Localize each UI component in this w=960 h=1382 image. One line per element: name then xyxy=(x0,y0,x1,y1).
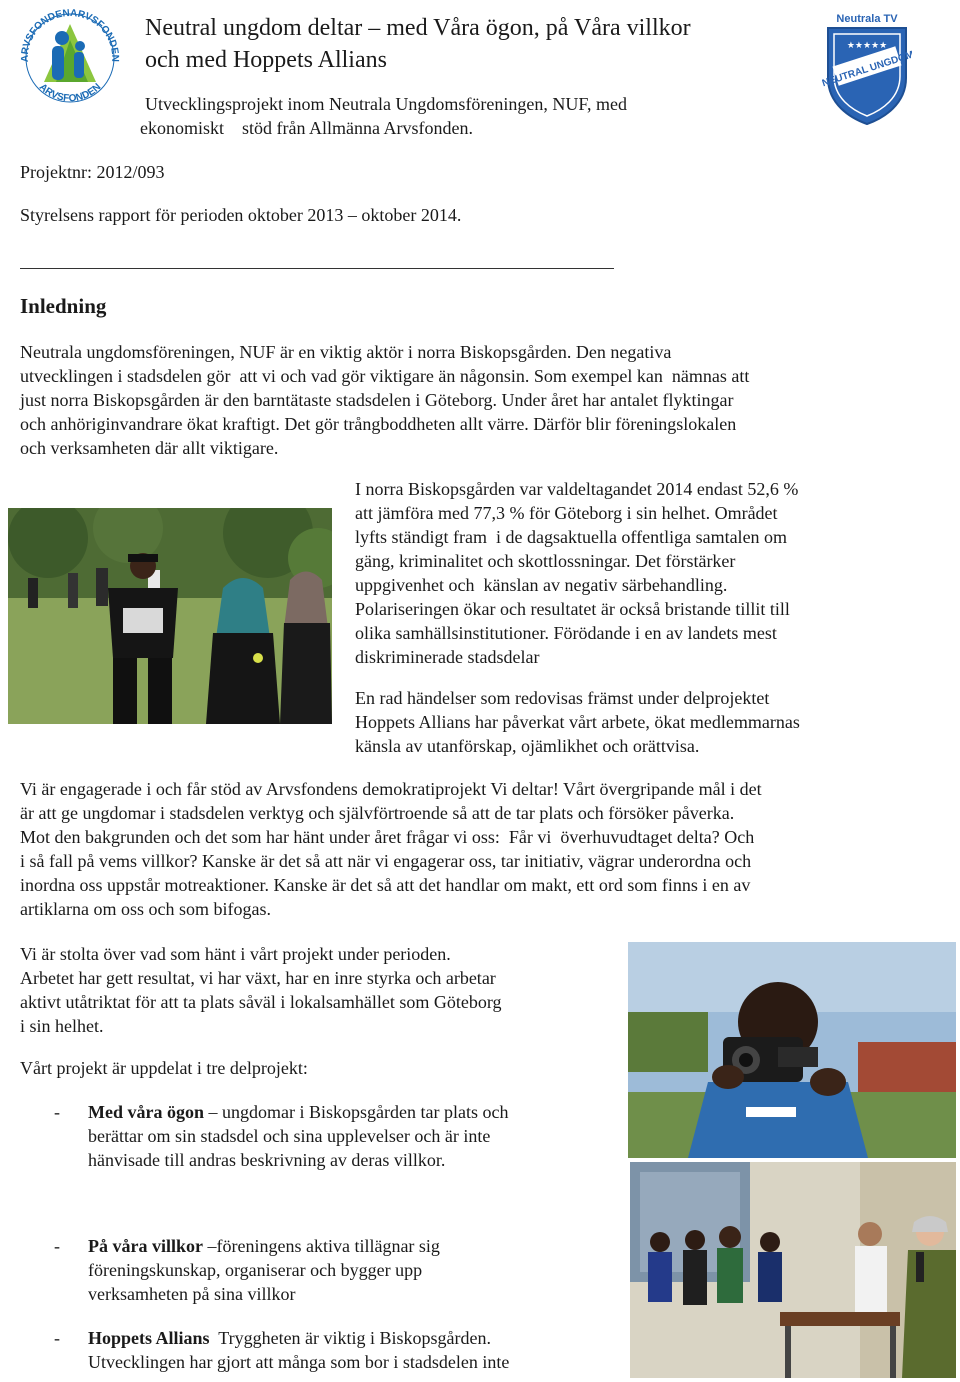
intro-line: och verksamheten där allt viktigare. xyxy=(20,438,279,458)
photo-video-camera xyxy=(628,942,956,1158)
title-line-2: och med Hoppets Allians xyxy=(145,47,387,73)
header-divider xyxy=(20,268,614,269)
subproject-text: – ungdomar i Biskopsgården tar plats och xyxy=(204,1102,509,1122)
side-line: diskriminerade stadsdelar xyxy=(355,647,540,667)
list-dash: - xyxy=(54,1102,60,1122)
logo-bottom-text: ARVSFONDEN xyxy=(36,81,104,105)
report-period: Styrelsens rapport för perioden oktober 2013 – oktober 2014. xyxy=(20,205,462,225)
side-line: uppgivenhet och känslan av negativ särbehandling. xyxy=(355,575,728,595)
subproject-title: Hoppets Allians xyxy=(88,1328,210,1348)
body-line: i sin helhet. xyxy=(20,1016,104,1036)
section-heading-inledning: Inledning xyxy=(20,294,107,318)
subproject-title: Med våra ögon xyxy=(88,1102,204,1122)
side-line: gäng, kriminalitet och skottlossningar. Det förstärker xyxy=(355,551,736,571)
logo-left-text: ARVSFONDEN xyxy=(19,7,71,63)
body-line: inordna oss uppstår motreaktioner. Kanske är det så att det handlar om makt, ett ord som finns i en av xyxy=(20,875,751,895)
body-line: Vi är engagerade i och får stöd av Arvsfondens demokratiprojekt Vi deltar! Vårt övergripande mål i det xyxy=(20,779,762,799)
intro-line: just norra Biskopsgården är den barntätaste stadsdelen i Göteborg. Under året har antalet flyktingar xyxy=(20,390,734,410)
body-line: Vi är stolta över vad som hänt i vårt projekt under perioden. xyxy=(20,944,451,964)
side-paragraph-2 xyxy=(355,686,800,758)
body-paragraph-proud xyxy=(20,942,502,1038)
body-paragraph-engagement xyxy=(20,777,762,921)
body-paragraph-subprojects-intro: Vårt projekt är uppdelat i tre delprojekt: xyxy=(20,1058,308,1078)
side-line: lyfts ständigt fram i de dagsaktuella offentliga samtalen om xyxy=(355,527,788,547)
body-line: aktivt utåtriktat för att ta plats såväl i lokalsamhället som Göteborg xyxy=(20,992,502,1012)
document-title xyxy=(145,12,691,76)
subproject-line: Utvecklingen har gjort att många som bor i stadsdelen inte xyxy=(88,1352,510,1372)
svg-text:★★★★★: ★★★★★ xyxy=(846,41,888,51)
subproject-line: hänvisade till andras beskrivning av deras villkor. xyxy=(88,1150,446,1170)
logo-right-text: ARVSFONDEN xyxy=(69,7,121,62)
body-line: Mot den bakgrunden och det som har hänt under året frågar vi oss: Får vi överhuvudtaget delta? Och xyxy=(20,827,755,847)
project-number: Projektnr: 2012/093 xyxy=(20,162,165,182)
subtitle-line-2: ekonomiskt stöd från Allmänna Arvsfonden. xyxy=(140,118,473,138)
logo-shield-text: NEUTRAL UNGDOM xyxy=(822,49,912,90)
subproject-text: –föreningens aktiva tillägnar sig xyxy=(203,1236,440,1256)
list-dash: - xyxy=(54,1236,60,1256)
list-dash: - xyxy=(54,1328,60,1348)
subproject-line xyxy=(88,1100,508,1124)
side-line: En rad händelser som redovisas främst under delprojektet xyxy=(355,688,770,708)
side-line: att jämföra med 77,3 % för Göteborg i sin helhet. Området xyxy=(355,503,778,523)
arvsfonden-logo xyxy=(14,2,126,114)
title-line-1: Neutral ungdom deltar – med Våra ögon, på Våra villkor xyxy=(145,15,691,41)
intro-line: utvecklingen i stadsdelen gör att vi och vad gör viktigare än någonsin. Som exempel kan nämnas att xyxy=(20,366,750,386)
subproject-line: föreningskunskap, organiserar och bygger upp xyxy=(88,1260,423,1280)
side-line: I norra Biskopsgården var valdeltagandet 2014 endast 52,6 % xyxy=(355,479,799,499)
body-line: är att ge ungdomar i stadsdelen verktyg och självförtroende så att de tar plats och försöker påverka. xyxy=(20,803,735,823)
intro-line: och anhöriginvandrare ökat kraftigt. Det gör trångboddheten allt värre. Därför blir föreningslokalen xyxy=(20,414,737,434)
subproject-line xyxy=(88,1234,440,1258)
intro-paragraph xyxy=(20,340,749,460)
logo-caption: Neutrala TV xyxy=(836,13,898,25)
photo-youth-outdoors xyxy=(8,508,332,724)
side-line: olika samhällsinstitutioner. Förödande i en av landets mest xyxy=(355,623,777,643)
side-line: känsla av utanförskap, ojämlikhet och orättvisa. xyxy=(355,736,700,756)
side-line: Polariseringen ökar och resultatet är också bristande tillit till xyxy=(355,599,790,619)
side-paragraph-1 xyxy=(355,477,798,669)
subproject-title: På våra villkor xyxy=(88,1236,203,1256)
body-line: Arbetet har gett resultat, vi har växt, har en inre styrka och arbetar xyxy=(20,968,496,988)
subproject-line: berättar om sin stadsdel och sina upplevelser och är inte xyxy=(88,1126,491,1146)
side-line: Hoppets Allians har påverkat vårt arbete, ökat medlemmarnas xyxy=(355,712,800,732)
body-line: i så fall på vems villkor? Kanske är det så att när vi engagerar oss, tar initiativ, vägrar underordna och xyxy=(20,851,752,871)
body-line: artiklarna om oss och som bifogas. xyxy=(20,899,271,919)
subtitle-line-1: Utvecklingsprojekt inom Neutrala Ungdomsföreningen, NUF, med xyxy=(145,94,627,114)
subproject-text: Tryggheten är viktig i Biskopsgården. xyxy=(209,1328,492,1348)
photo-meeting-room xyxy=(630,1162,956,1378)
subproject-line xyxy=(88,1326,491,1350)
subproject-line: verksamheten på sina villkor xyxy=(88,1284,296,1304)
intro-line: Neutrala ungdomsföreningen, NUF är en viktig aktör i norra Biskopsgården. Den negativa xyxy=(20,342,672,362)
neutrala-tv-logo xyxy=(822,8,912,128)
